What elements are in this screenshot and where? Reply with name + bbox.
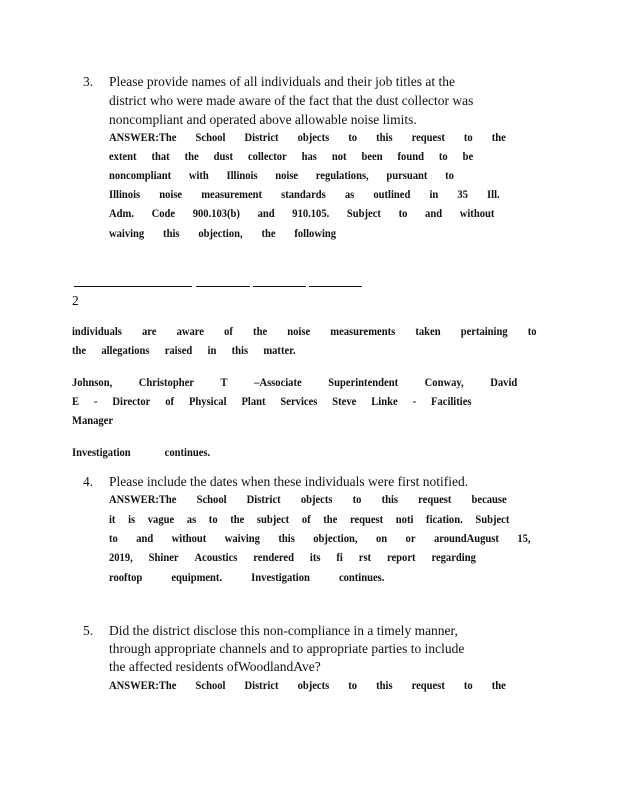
- word: objects: [300, 492, 333, 506]
- word: request: [418, 492, 452, 506]
- word: to: [438, 149, 448, 163]
- word: request: [411, 130, 445, 144]
- word: report: [386, 550, 416, 564]
- word: this: [278, 531, 295, 545]
- word: to: [109, 531, 118, 545]
- page-number: 2: [72, 293, 79, 308]
- word: to: [208, 512, 218, 526]
- footer-rule-2: [196, 286, 250, 287]
- item-3-number: 3.: [83, 74, 94, 89]
- word: its: [309, 550, 321, 564]
- word: -: [412, 394, 417, 408]
- item-3-question-line-3: noncompliant and operated above allowable noise limits.: [109, 112, 417, 127]
- word: vague: [147, 512, 175, 526]
- word: Services: [280, 394, 318, 408]
- word: 900.103(b): [192, 206, 240, 220]
- word: ANSWER:The: [109, 492, 177, 506]
- word: the: [253, 324, 268, 338]
- item-5-question-line-1: Did the district disclose this non-compliance in a timely manner,: [109, 623, 458, 638]
- word: and: [425, 206, 443, 220]
- word: noise: [275, 168, 299, 182]
- word: fi: [336, 550, 343, 564]
- word: extent: [109, 149, 137, 163]
- word: to: [527, 324, 537, 338]
- word: and: [257, 206, 275, 220]
- word: to: [463, 130, 473, 144]
- word: objects: [297, 130, 330, 144]
- word: 910.105.: [292, 206, 330, 220]
- word: of: [224, 324, 233, 338]
- word: request: [411, 678, 445, 692]
- word: Christopher: [138, 375, 194, 389]
- word: rooftop: [109, 570, 143, 584]
- word: the: [491, 130, 506, 144]
- word: on: [375, 531, 388, 545]
- word: ANSWER:The: [109, 678, 177, 692]
- word: objects: [297, 678, 330, 692]
- word: fication.: [426, 512, 463, 526]
- word: Investigation: [72, 445, 131, 459]
- word: Acoustics: [194, 550, 238, 564]
- word: 35: [457, 187, 468, 201]
- word: and: [136, 531, 154, 545]
- word: District: [246, 492, 281, 506]
- word: taken: [415, 324, 441, 338]
- word: matter.: [263, 343, 296, 357]
- word: the: [184, 149, 199, 163]
- word: noise: [159, 187, 183, 201]
- word: continues.: [338, 570, 385, 584]
- word: Shiner: [148, 550, 179, 564]
- footer-rule-3: [253, 286, 306, 287]
- word: collector: [247, 149, 287, 163]
- word: Director: [112, 394, 151, 408]
- word: as: [344, 187, 355, 201]
- word: to: [348, 130, 358, 144]
- word: the: [72, 343, 87, 357]
- word: School: [195, 130, 226, 144]
- word: –Associate: [254, 375, 302, 389]
- word: to: [352, 492, 362, 506]
- word: are: [142, 324, 157, 338]
- item-3-answer-line-4: [109, 185, 500, 204]
- word: noncompliant: [109, 168, 172, 182]
- item-3-answer-line-3: [109, 166, 454, 185]
- word: or: [405, 531, 416, 545]
- word: following: [294, 226, 337, 240]
- continuation-line-3: [72, 373, 517, 392]
- word: to: [348, 678, 358, 692]
- continuation-line-6: [72, 443, 210, 462]
- item-4-answer-line-2: [109, 510, 509, 529]
- word: this: [381, 492, 399, 506]
- word: Plant: [241, 394, 266, 408]
- word: waiving: [109, 226, 145, 240]
- word: School: [195, 678, 226, 692]
- continuation-line-4: [72, 392, 472, 411]
- word: 15,: [517, 531, 531, 545]
- word: aware: [176, 324, 204, 338]
- word: individuals: [72, 324, 122, 338]
- word: to: [463, 678, 473, 692]
- item-4-answer-line-3: [109, 529, 531, 548]
- item-3-answer-line-1: [109, 128, 506, 147]
- item-3-question-line-2: district who were made aware of the fact that the dust collector was: [109, 93, 474, 108]
- word: objection,: [198, 226, 243, 240]
- word: measurements: [330, 324, 396, 338]
- word: David: [490, 375, 518, 389]
- item-4-number: 4.: [83, 474, 94, 489]
- word: without: [459, 206, 495, 220]
- word: pertaining: [460, 324, 508, 338]
- word: request: [349, 512, 384, 526]
- word: District: [244, 130, 279, 144]
- word: 2019,: [109, 550, 133, 564]
- word: Subject: [475, 512, 510, 526]
- continuation-line-1: [72, 322, 537, 341]
- word: it: [109, 512, 116, 526]
- word: standards: [281, 187, 326, 201]
- item-3-answer-line-2: [109, 147, 473, 166]
- word: not: [331, 149, 347, 163]
- word: in: [429, 187, 439, 201]
- word: allegations: [101, 343, 150, 357]
- word: the: [261, 226, 276, 240]
- word: found: [397, 149, 424, 163]
- word: dust: [213, 149, 234, 163]
- word: of: [165, 394, 175, 408]
- word: Code: [151, 206, 176, 220]
- word: raised: [164, 343, 193, 357]
- word: District: [244, 678, 279, 692]
- word: objection,: [313, 531, 358, 545]
- word: waiving: [224, 531, 260, 545]
- word: Manager: [72, 413, 114, 427]
- word: rst: [358, 550, 372, 564]
- item-4-answer-line-1: [109, 490, 507, 509]
- word: this: [376, 678, 393, 692]
- word: that: [151, 149, 170, 163]
- word: this: [163, 226, 180, 240]
- word: noti: [395, 512, 414, 526]
- word: pursuant: [386, 168, 428, 182]
- word: Johnson,: [72, 375, 113, 389]
- word: equipment.: [171, 570, 223, 584]
- item-3-answer-line-6: [109, 224, 336, 243]
- word: Conway,: [424, 375, 464, 389]
- word: aroundAugust: [433, 531, 499, 545]
- word: the: [491, 678, 506, 692]
- word: -: [93, 394, 98, 408]
- item-5-answer-line-1: [109, 676, 506, 695]
- word: Adm.: [109, 206, 134, 220]
- word: Superintendent: [328, 375, 399, 389]
- word: noise: [287, 324, 311, 338]
- word: this: [376, 130, 393, 144]
- word: the: [323, 512, 338, 526]
- continuation-line-2: [72, 341, 296, 360]
- item-4-answer-line-5: [109, 568, 384, 587]
- word: regarding: [431, 550, 476, 564]
- item-4-question-line-1: Please include the dates when these individuals were first notified.: [109, 474, 469, 489]
- footer-rule-1: [74, 286, 192, 287]
- word: because: [471, 492, 507, 506]
- word: Ill.: [487, 187, 500, 201]
- word: Steve: [332, 394, 357, 408]
- word: as: [186, 512, 197, 526]
- word: of: [301, 512, 311, 526]
- word: Subject: [346, 206, 381, 220]
- word: Linke: [371, 394, 398, 408]
- item-5-question-line-3: the affected residents ofWoodlandAve?: [109, 659, 321, 674]
- word: be: [462, 149, 474, 163]
- word: without: [171, 531, 207, 545]
- word: this: [231, 343, 249, 357]
- word: subject: [256, 512, 290, 526]
- word: Illinois: [109, 187, 141, 201]
- word: rendered: [253, 550, 294, 564]
- item-3-answer-line-5: [109, 204, 494, 223]
- word: School: [196, 492, 227, 506]
- word: measurement: [201, 187, 263, 201]
- word: Investigation: [251, 570, 310, 584]
- word: with: [188, 168, 209, 182]
- word: Physical: [188, 394, 227, 408]
- word: E: [72, 394, 80, 408]
- word: ANSWER:The: [109, 130, 177, 144]
- word: to: [445, 168, 454, 182]
- word: been: [361, 149, 383, 163]
- word: Facilities: [431, 394, 472, 408]
- word: outlined: [373, 187, 411, 201]
- item-5-question-line-2: through appropriate channels and to appropriate parties to include: [109, 641, 465, 656]
- word: is: [128, 512, 136, 526]
- word: to: [398, 206, 408, 220]
- word: T: [220, 375, 228, 389]
- word: has: [301, 149, 317, 163]
- word: regulations,: [315, 168, 369, 182]
- word: Illinois: [226, 168, 258, 182]
- item-3-question-line-1: Please provide names of all individuals and their job titles at the: [109, 74, 456, 89]
- word: in: [207, 343, 217, 357]
- word: the: [230, 512, 245, 526]
- word: continues.: [164, 445, 211, 459]
- continuation-line-5: [72, 411, 113, 430]
- item-4-answer-line-4: [109, 548, 476, 567]
- item-5-number: 5.: [83, 623, 94, 638]
- footer-rule-4: [309, 286, 362, 287]
